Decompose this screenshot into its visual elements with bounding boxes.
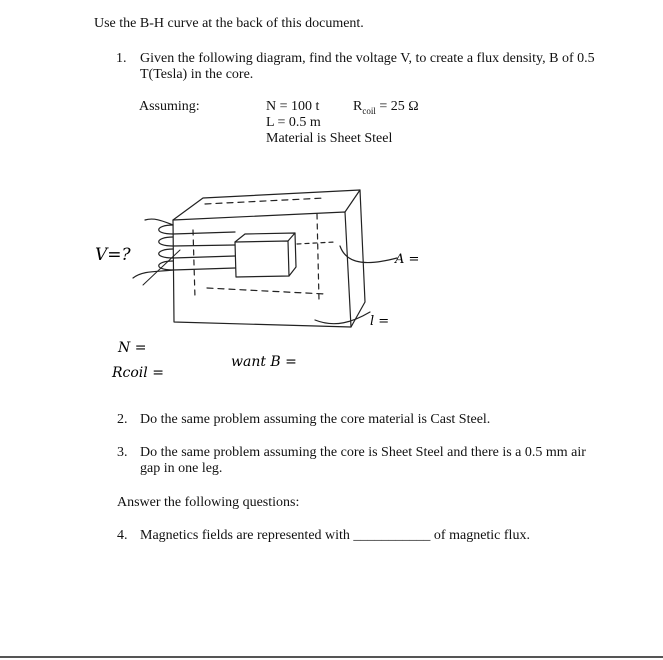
material-value: Material is Sheet Steel: [266, 131, 393, 146]
intro-text: Use the B-H curve at the back of this document.: [94, 16, 364, 31]
q1-number: 1.: [116, 51, 127, 66]
turns-label: N =: [118, 340, 147, 356]
q2-text: Do the same problem assuming the core material is Cast Steel.: [140, 412, 491, 427]
q2-number: 2.: [117, 412, 128, 427]
coil-lead-top: [145, 219, 173, 225]
answer-heading: Answer the following questions:: [117, 495, 300, 510]
coil-resistance-subscript: coil: [362, 105, 376, 116]
coil-lead-bottom: [133, 270, 173, 278]
coil-turn-3: [159, 249, 235, 258]
q3-number: 3.: [117, 445, 128, 460]
assuming-label: Assuming:: [139, 99, 200, 114]
q4-number: 4.: [117, 528, 128, 543]
turns-value: N = 100 t: [266, 99, 320, 114]
bottom-rule: [0, 656, 663, 658]
q1-line2: T(Tesla) in the core.: [140, 67, 254, 82]
coil-resistance-symbol: R: [353, 99, 363, 114]
core-right-face: [351, 190, 365, 327]
q4-blank: ___________: [353, 528, 431, 543]
coil-resistance: [353, 99, 419, 119]
q4-text-before: Magnetics fields are represented with: [140, 528, 354, 543]
rcoil-label: Rcoil =: [112, 365, 164, 381]
q3-line1: Do the same problem assuming the core is Sheet Steel and there is a 0.5 mm air: [140, 445, 586, 460]
q3-line2: gap in one leg.: [140, 461, 223, 476]
q1-line1: Given the following diagram, find the voltage V, to create a flux density, B of 0.5: [140, 51, 595, 66]
coil-turn-4: [159, 261, 235, 270]
area-pointer: [340, 246, 397, 263]
coil-turn-1: [159, 225, 235, 234]
q4-text: [140, 528, 530, 544]
length-label: l =: [370, 314, 390, 329]
want-b-label: want B =: [231, 354, 297, 370]
area-label: A =: [395, 252, 420, 267]
coil-resistance-value: = 25 Ω: [375, 99, 419, 114]
voltage-label: V=?: [95, 245, 131, 265]
q4-text-after: of magnetic flux.: [430, 528, 530, 543]
core-window: [235, 241, 289, 277]
length-value: L = 0.5 m: [266, 115, 321, 130]
length-pointer: [315, 312, 370, 324]
coil-turn-2: [159, 237, 235, 246]
core-coil-diagram: [85, 170, 425, 385]
